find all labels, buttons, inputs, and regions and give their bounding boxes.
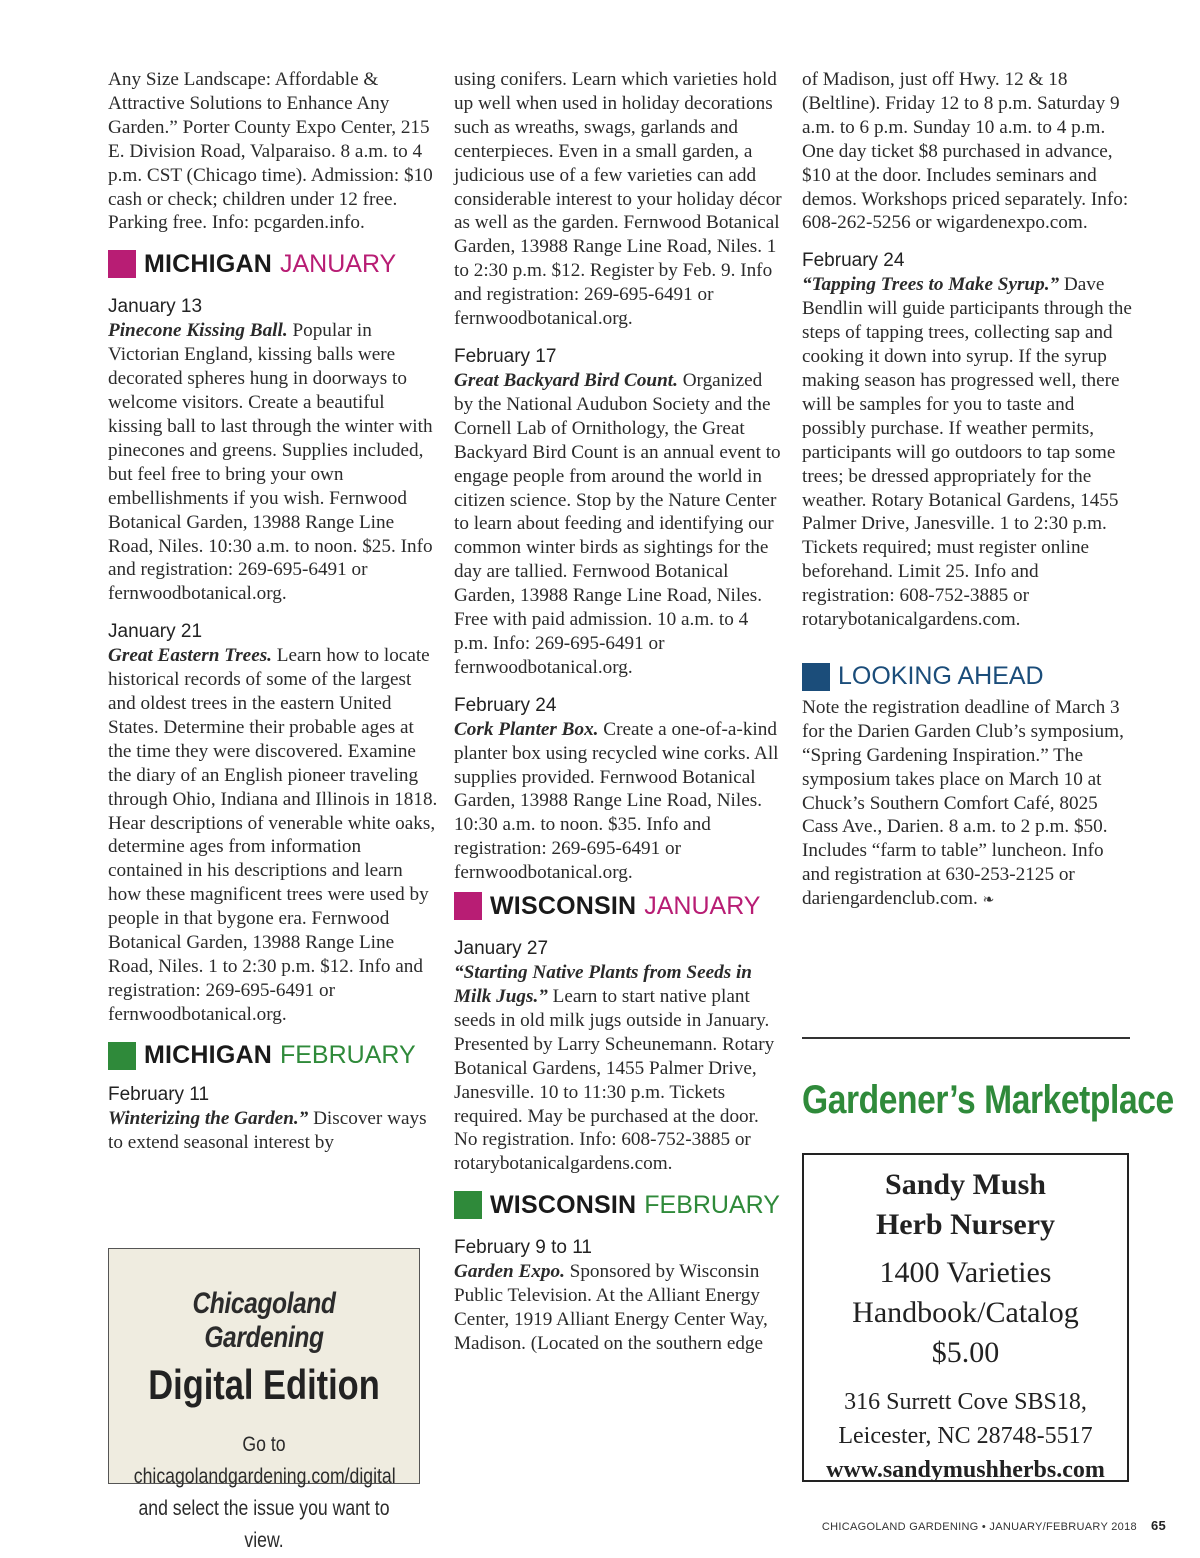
- ad-address-line2: Leicester, NC 28748-5517: [838, 1423, 1093, 1449]
- footer-publication: CHICAGOLAND GARDENING • JANUARY/FEBRUARY 2018: [821, 1521, 1137, 1533]
- digital-edition-ad[interactable]: [108, 1248, 420, 1552]
- event-date: February 11: [108, 1083, 210, 1105]
- event-item: [454, 694, 784, 885]
- page-number: 65: [1150, 1518, 1166, 1533]
- event-title: Winterizing the Garden.”: [108, 1107, 309, 1129]
- sandy-mush-ad[interactable]: [802, 1153, 1129, 1482]
- event-date: February 24: [454, 694, 557, 716]
- column-1: [108, 68, 438, 1155]
- event-item: [454, 937, 784, 1176]
- event-item: [108, 295, 438, 606]
- section-michigan-january: [108, 247, 438, 281]
- intro-paragraph: Any Size Landscape: Affordable & Attractive Solutions to Enhance Any Garden.” Porter County Expo Center, 215 E. Division Road, Valparaiso. 8 a.m. to 4 p.m. CST (Chicago time). Admission: $10 cash or check; children under 12 free. Parking free. Info: pcgarden.info.: [108, 69, 433, 234]
- section-month: JANUARY: [279, 249, 397, 278]
- intro-paragraph: using conifers. Learn which varieties hold up well when used in holiday decorations such as wreaths, swags, garlands and centerpieces. Even in a small garden, a judicious use of a few varieties can add considerable interest to your holiday décor as well as the garden. Fernwood Botanical Garden, 13988 Range Line Road, Niles. 1 to 2:30 p.m. $12. Register by Feb. 9. Info and registration: 269-695-6491 or fernwoodbotanical.org.: [454, 69, 782, 330]
- event-title: Great Eastern Trees.: [108, 645, 272, 667]
- leaf-icon: ❧: [982, 893, 995, 909]
- ad-business-name-line2: Herb Nursery: [875, 1208, 1056, 1241]
- magenta-square-icon: [108, 250, 136, 278]
- event-date: January 13: [108, 296, 203, 318]
- ad-catalog: Handbook/Catalog: [852, 1296, 1079, 1329]
- ad-instruction-line: and select the issue you want to view.: [138, 1497, 390, 1552]
- ad-url-line[interactable]: Go to chicagolandgardening.com/digital: [133, 1433, 396, 1488]
- event-title: Pinecone Kissing Ball.: [108, 320, 288, 342]
- ad-headline: Digital Edition: [148, 1361, 380, 1408]
- section-divider: [802, 1037, 1130, 1039]
- page-footer: [800, 1518, 1166, 1533]
- looking-ahead-text: Note the registration deadline of March 3 for the Darien Garden Club’s symposium, “Spring Gardening Inspiration.” The symposium takes place on March 10 at Chuck’s Southern Comfort Café, 8025 Cass Ave., Darien. 8 a.m. to 2 p.m. $50. Includes “farm to table” luncheon. Info and registration at 630-253-2125 or dariengardenclub.com.: [802, 696, 1124, 910]
- event-description: Create a one-of-a-kind planter box using recycled wine corks. All supplies provided. Fernwood Botanical Garden, 13988 Range Line Road, Niles. 10:30 a.m. to noon. $35. Info and registration: 269-695-6491 or fernwoodbotanical.org.: [454, 718, 779, 884]
- event-date: January 21: [108, 621, 203, 643]
- event-title: Cork Planter Box.: [454, 718, 599, 740]
- section-wisconsin-january: [454, 889, 784, 923]
- section-state: WISCONSIN: [490, 891, 637, 920]
- event-item: [454, 345, 784, 680]
- event-date: February 17: [454, 345, 557, 367]
- column-2: [454, 68, 784, 1356]
- section-state: WISCONSIN: [490, 1190, 637, 1219]
- section-month: FEBRUARY: [644, 1190, 780, 1219]
- ad-business-name-line1: Sandy Mush: [885, 1168, 1046, 1201]
- section-month: JANUARY: [644, 891, 761, 920]
- ad-website-link[interactable]: www.sandymushherbs.com: [826, 1457, 1105, 1483]
- section-looking-ahead: [802, 660, 1132, 694]
- section-michigan-february: [108, 1039, 438, 1073]
- section-wisconsin-february: [454, 1188, 784, 1222]
- section-state: MICHIGAN: [144, 1041, 272, 1070]
- section-month: FEBRUARY: [279, 1041, 416, 1070]
- event-date: February 9 to 11: [454, 1237, 593, 1259]
- ad-price: $5.00: [931, 1336, 1000, 1369]
- magenta-square-icon: [454, 892, 482, 920]
- event-item: [108, 620, 438, 1027]
- event-title: “Tapping Trees to Make Syrup.”: [802, 274, 1060, 296]
- event-description: Discover ways to extend seasonal interest by: [108, 1107, 427, 1153]
- green-square-icon: [454, 1191, 482, 1219]
- event-title: Great Backyard Bird Count.: [454, 369, 678, 391]
- event-description: Dave Bendlin will guide participants through the steps of tapping trees, collecting sap and cooking it down into syrup. If the syrup making season has progressed well, there will be samples for you to taste and possibly purchase. If weather permits, participants will go outdoors to tap some trees; be dressed appropriately for the weather. Rotary Botanical Gardens, 1455 Palmer Drive, Janesville. 1 to 2:30 p.m. Tickets required; must register online beforehand. Limit 25. Info and registration: 608-752-3885 or rotarybotanicalgardens.com.: [802, 274, 1132, 631]
- event-date: February 24: [802, 250, 905, 272]
- event-title: Garden Expo.: [454, 1261, 565, 1283]
- event-description: Organized by the National Audubon Society and the Cornell Lab of Ornithology, the Great Backyard Bird Count is an annual event to engage people from around the world in citizen science. Stop by the Nature Center to learn about feeding and identifying our common winter birds as sightings for the day are tallied. Fernwood Botanical Garden, 13988 Range Line Road, Niles. Free with paid admission. 10 a.m. to 4 p.m. Info: 269-695-6491 or fernwoodbotanical.org.: [454, 369, 781, 678]
- marketplace-title: Gardener’s Marketplace: [802, 1078, 1174, 1122]
- ad-magazine-name: Chicagoland Gardening: [192, 1287, 336, 1354]
- column-3: [802, 68, 1132, 913]
- section-title: LOOKING AHEAD: [838, 662, 1044, 691]
- event-item: [454, 1236, 784, 1356]
- navy-square-icon: [802, 663, 830, 691]
- event-item: [802, 249, 1132, 632]
- section-state: MICHIGAN: [144, 249, 272, 278]
- green-square-icon: [108, 1042, 136, 1070]
- event-description: Learn to start native plant seeds in old milk jugs outside in January. Presented by Larry Scheunemann. Rotary Botanical Gardens, 1455 Palmer Drive, Janesville. 10 to 11:30 p.m. Tickets required. May be purchased at the door. No registration. Info: 608-752-3885 or rotarybotanicalgardens.com.: [454, 986, 775, 1175]
- ad-address-line1: 316 Surrett Cove SBS18,: [844, 1389, 1087, 1415]
- event-item: [108, 1083, 438, 1155]
- intro-paragraph: of Madison, just off Hwy. 12 & 18 (Beltline). Friday 12 to 8 p.m. Saturday 9 a.m. to 6 p.m. Sunday 10 a.m. to 4 p.m. One day ticket $8 purchased in advance, $10 at the door. Includes seminars and demos. Workshops priced separately. Info: 608-262-5256 or wigardenexpo.com.: [802, 69, 1129, 234]
- ad-varieties: 1400 Varieties: [879, 1256, 1052, 1289]
- event-description: Learn how to locate historical records of some of the largest and oldest trees in the eastern United States. Determine their probable ages at the time they were discovered. Examine the diary of an English pioneer traveling through Ohio, Indiana and Illinois in 1818. Hear descriptions of venerable white oaks, determine ages from information contained in his descriptions and learn how these magnificent trees were used by people in that bygone era. Fernwood Botanical Garden, 13988 Range Line Road, Niles. 1 to 2:30 p.m. $12. Info and registration: 269-695-6491 or fernwoodbotanical.org.: [108, 645, 438, 1025]
- event-title: “Starting Native Plants from Seeds in Milk Jugs.”: [454, 962, 752, 1007]
- event-description: Sponsored by Wisconsin Public Television. At the Alliant Energy Center, 1919 Alliant Energy Center Way, Madison. (Located on the southern edge: [454, 1261, 768, 1354]
- event-description: Popular in Victorian England, kissing balls were decorated spheres hung in doorways to welcome visitors. Create a beautiful kissing ball to last through the winter with pinecones and greens. Supplies included, but feel free to bring your own embellishments if you wish. Fernwood Botanical Garden, 13988 Range Line Road, Niles. 10:30 a.m. to noon. $25. Info and registration: 269-695-6491 or fernwoodbotanical.org.: [108, 320, 433, 605]
- event-date: January 27: [454, 938, 549, 960]
